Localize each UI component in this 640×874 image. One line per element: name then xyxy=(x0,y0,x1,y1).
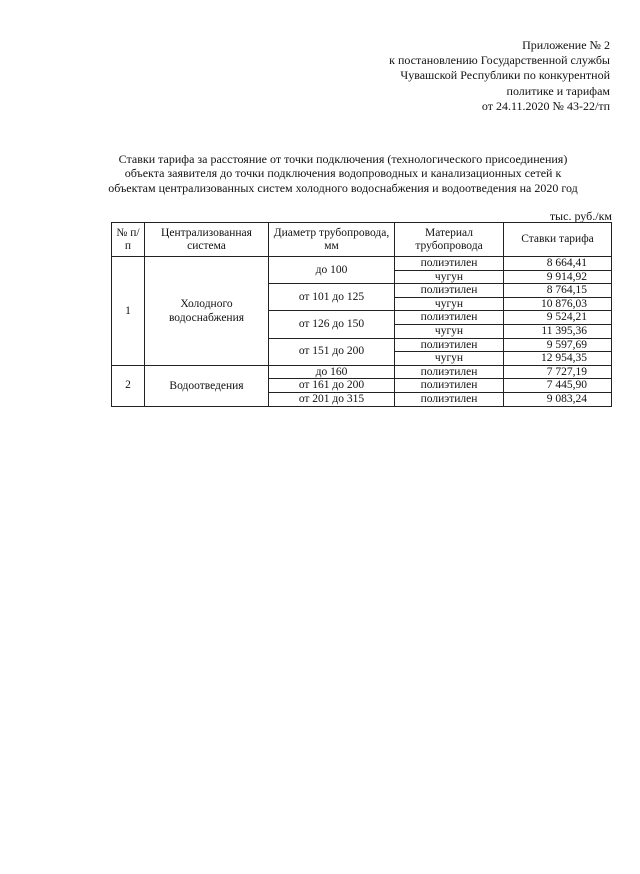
header-rate: Ставки тарифа xyxy=(504,223,612,257)
cell-rate: 9 597,69 xyxy=(504,338,612,352)
appendix-block xyxy=(310,38,610,114)
cell-rate: 11 395,36 xyxy=(504,324,612,338)
title-line: объекта заявителя до точки подключения водопроводных и канализационных сетей к xyxy=(124,166,562,181)
cell-diameter: от 151 до 200 xyxy=(269,338,395,365)
cell-rate: 9 083,24 xyxy=(504,392,612,406)
tariff-table xyxy=(111,222,612,407)
title-line: Ставки тарифа за расстояние от точки подключения (технологического присоединения) xyxy=(118,152,568,166)
appendix-line: от 24.11.2020 № 43-22/тп xyxy=(481,98,610,113)
cell-material: полиэтилен xyxy=(395,392,504,406)
appendix-line: к постановлению Государственной службы xyxy=(389,53,610,68)
cell-material: полиэтилен xyxy=(395,311,504,325)
header-material: Материал трубопровода xyxy=(395,223,504,257)
document-title xyxy=(100,152,586,195)
appendix-line: политике и тарифам xyxy=(506,83,610,98)
cell-rate: 12 954,35 xyxy=(504,352,612,366)
cell-material: полиэтилен xyxy=(395,338,504,352)
cell-material: полиэтилен xyxy=(395,284,504,298)
cell-rate: 9 914,92 xyxy=(504,270,612,284)
cell-rate: 7 445,90 xyxy=(504,379,612,393)
cell-rate: 7 727,19 xyxy=(504,365,612,379)
table-row xyxy=(112,257,612,271)
cell-material: полиэтилен xyxy=(395,379,504,393)
header-diameter: Диаметр трубопровода, мм xyxy=(269,223,395,257)
cell-diameter: от 101 до 125 xyxy=(269,284,395,311)
cell-material: чугун xyxy=(395,324,504,338)
appendix-line: Чувашской Республики по конкурентной xyxy=(400,68,610,83)
cell-material: чугун xyxy=(395,297,504,311)
cell-material: чугун xyxy=(395,352,504,366)
cell-system: Водоотведения xyxy=(145,365,269,406)
cell-rate: 9 524,21 xyxy=(504,311,612,325)
cell-material: чугун xyxy=(395,270,504,284)
table-body xyxy=(112,257,612,407)
cell-diameter: от 201 до 315 xyxy=(269,392,395,406)
header-system: Централизованная система xyxy=(145,223,269,257)
cell-system: Холодного водоснабжения xyxy=(145,257,269,366)
table-header xyxy=(112,223,612,257)
cell-material: полиэтилен xyxy=(395,365,504,379)
cell-diameter: до 100 xyxy=(269,257,395,284)
header-num: № п/п xyxy=(112,223,145,257)
units-label: тыс. руб./км xyxy=(549,209,612,223)
cell-diameter: от 126 до 150 xyxy=(269,311,395,338)
cell-diameter: до 160 xyxy=(269,365,395,379)
cell-num: 1 xyxy=(112,257,145,366)
cell-diameter: от 161 до 200 xyxy=(269,379,395,393)
cell-num: 2 xyxy=(112,365,145,406)
cell-rate: 8 764,15 xyxy=(504,284,612,298)
cell-rate: 8 664,41 xyxy=(504,257,612,271)
table-header-row xyxy=(112,223,612,257)
cell-rate: 10 876,03 xyxy=(504,297,612,311)
table-row xyxy=(112,365,612,379)
cell-material: полиэтилен xyxy=(395,257,504,271)
title-line: объектам централизованных систем холодного водоснабжения и водоотведения на 2020 год xyxy=(108,180,578,195)
appendix-line: Приложение № 2 xyxy=(522,38,610,52)
